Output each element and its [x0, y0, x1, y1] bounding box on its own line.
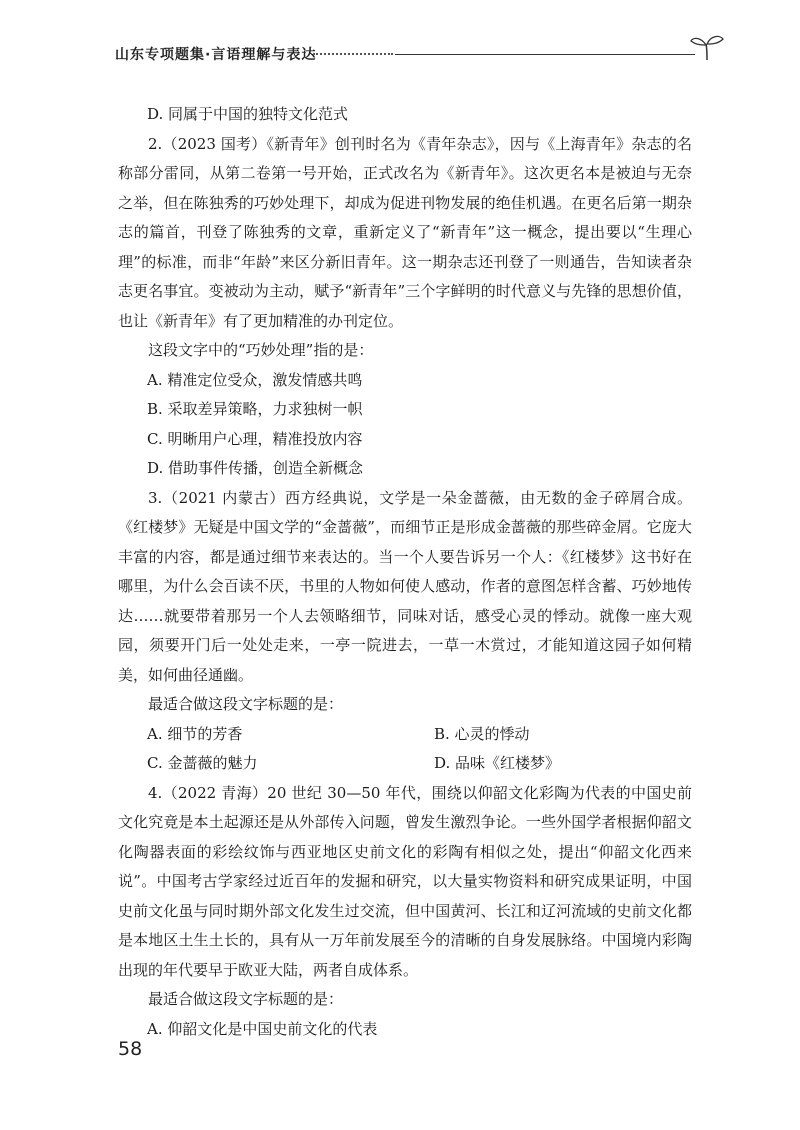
page-header [115, 38, 715, 70]
q4-option-a: A. 仰韶文化是中国史前文化的代表 [147, 1019, 378, 1038]
q4-passage: 4.（2022 青海）20 世纪 30—50 年代，围绕以仰韶文化彩陶为代表的中国史前文化究竟是本土起源还是从外部传入问题，曾发生激烈争论。一些外国学者根据仰韶文化陶器表面的彩绘纹饰与西亚地区史前文化的彩陶有相似之处，提出“仰韶文化西来说”。中国考古学家经过近百年的发掘和研究，以大量实物资料和研究成果证明，中国史前文化虽与同时期外部文化发生过交流，但中国黄河、长江和辽河流域的史前文化都是本地区土生土长的，具有从一万年前发展至今的清晰的自身发展脉络。中国境内彩陶出现的年代要早于欧亚大陆，两者自成体系。 [118, 783, 692, 979]
q3-option-a: A. 细节的芳香 [147, 724, 243, 743]
q3-passage: 3.（2021 内蒙古）西方经典说，文学是一朵金蔷薇，由无数的金子碎屑合成。《红楼梦》无疑是中国文学的“金蔷薇”，而细节正是形成金蔷薇的那些碎金屑。它庞大丰富的内容，都是通过细节来表达的。当一个人要告诉另一个人：《红楼梦》这书好在哪里，为什么会百读不厌，书里的人物如何使人感动，作者的意图怎样含蓄、巧妙地传达……就要带着那另一个人去领略细节，同味对话，感受心灵的悸动。就像一座大观园，须要开门后一处处走来，一亭一院进去，一草一木赏过，才能知道这园子如何精美，如何曲径通幽。 [118, 488, 692, 684]
q3-option-b: B. 心灵的悸动 [434, 724, 530, 743]
q2-option-d: D. 借助事件传播，创造全新概念 [147, 459, 364, 477]
q4-question: 最适合做这段文字标题的是： [148, 990, 344, 1008]
q2-option-a: A. 精准定位受众，激发情感共鸣 [147, 370, 363, 389]
sprout-icon [689, 32, 725, 62]
q2-question: 这段文字中的“巧妙处理”指的是： [148, 341, 374, 359]
q3-options-row-2 [118, 749, 692, 779]
q3-option-d: D. 品味《红楼梦》 [434, 754, 561, 772]
q2-option-c: C. 明晰用户心理，精准投放内容 [147, 429, 363, 448]
q1-option-d: D. 同属于中国的独特文化范式 [147, 105, 349, 123]
header-title: 山东专项题集·言语理解与表达 [115, 47, 317, 63]
page-content [118, 100, 692, 1044]
q3-question: 最适合做这段文字标题的是： [148, 695, 344, 713]
q2-option-b: B. 采取差异策略，力求独树一帜 [147, 400, 363, 418]
q2-passage: 2.（2023 国考）《新青年》创刊时名为《青年杂志》，因与《上海青年》杂志的名称部分雷同，从第二卷第一号开始，正式改名为《新青年》。这次更名本是被迫与无奈之举，但在陈独秀的巧妙处理下，却成为促进刊物发展的绝佳机遇。在更名后第一期杂志的篇首，刊登了陈独秀的文章，重新定义了“新青年”这一概念，提出要以“生理心理”的标准，而非“年龄”来区分新旧青年。这一期杂志还刊登了一则通告，告知读者杂志更名事宜。变被动为主动，赋予“新青年”三个字鲜明的时代意义与先锋的思想价值，也让《新青年》有了更加精准的办刊定位。 [118, 134, 692, 330]
q3-options-row-1 [118, 720, 692, 750]
page-number: 58 [118, 1038, 143, 1060]
header-rule [395, 54, 695, 55]
header-dotted-rule [313, 53, 393, 55]
q3-option-c: C. 金蔷薇的魅力 [147, 754, 258, 772]
